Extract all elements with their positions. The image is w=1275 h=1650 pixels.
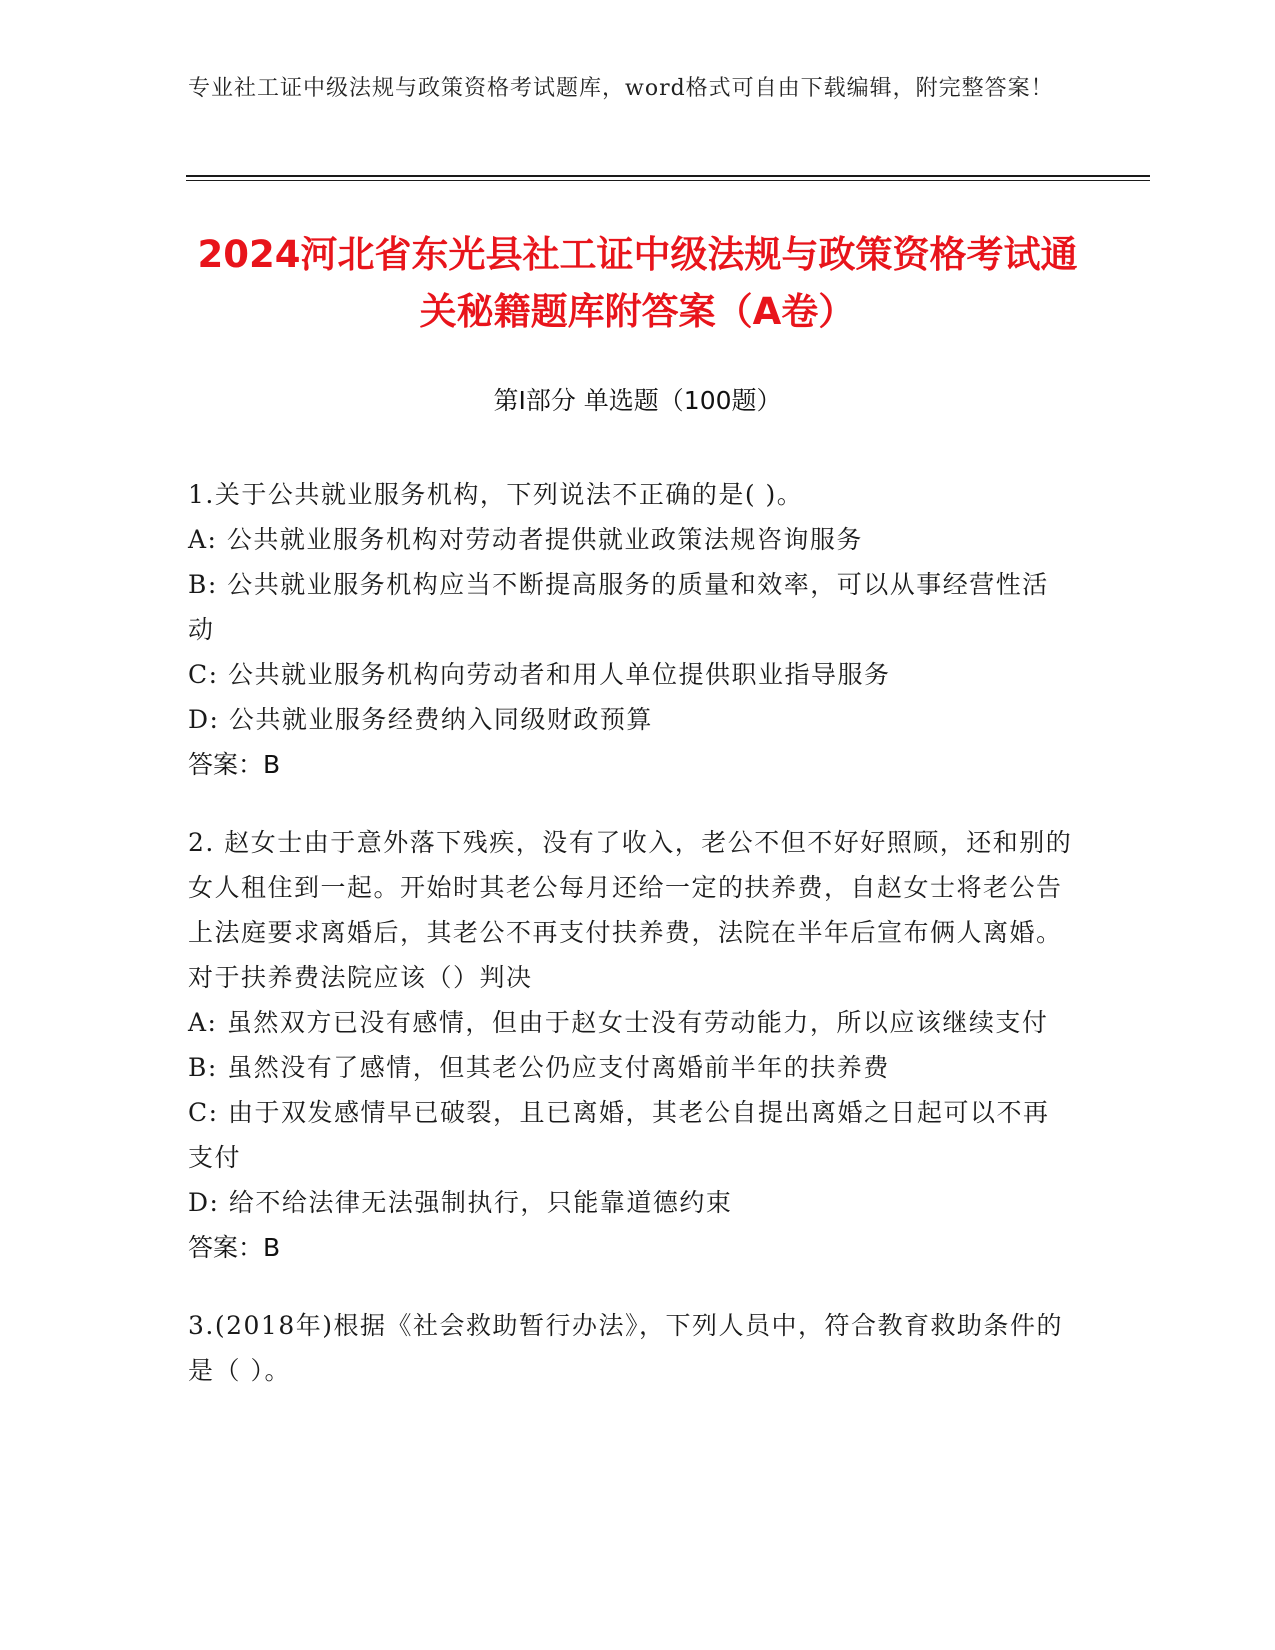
question-stem: 1.关于公共就业服务机构，下列说法不正确的是( )。: [188, 480, 804, 509]
option-a: A: 虽然双方已没有感情，但由于赵女士没有劳动能力，所以应该继续支付: [188, 1008, 1049, 1037]
question-3: [188, 1303, 1073, 1393]
header-divider-thick: [186, 175, 1150, 177]
question-stem: 2. 赵女士由于意外落下残疾，没有了收入，老公不但不好好照顾，还和别的女人租住到一起。开始时其老公每月还给一定的扶养费，自赵女士将老公告上法庭要求离婚后，其老公不再支付扶养费，法院在半年后宣布俩人离婚。对于扶养费法院应该（）判决: [188, 828, 1073, 992]
question-list: [188, 472, 1073, 1426]
answer: 答案：B: [188, 1233, 281, 1262]
document-title: 2024河北省东光县社工证中级法规与政策资格考试通关秘籍题库附答案（A卷）: [197, 233, 1078, 333]
option-d: D: 公共就业服务经费纳入同级财政预算: [188, 705, 653, 734]
option-c: C: 公共就业服务机构向劳动者和用人单位提供职业指导服务: [188, 660, 891, 689]
option-b: B: 虽然没有了感情，但其老公仍应支付离婚前半年的扶养费: [188, 1053, 890, 1082]
answer: 答案：B: [188, 750, 281, 779]
option-a: A: 公共就业服务机构对劳动者提供就业政策法规咨询服务: [188, 525, 863, 554]
question-1: [188, 472, 1073, 787]
option-b: B: 公共就业服务机构应当不断提高服务的质量和效率，可以从事经营性活动: [188, 570, 1049, 644]
header-divider-thin: [186, 180, 1150, 181]
option-c: C: 由于双发感情早已破裂，且已离婚，其老公自提出离婚之日起可以不再支付: [188, 1098, 1050, 1172]
question-2: [188, 820, 1073, 1270]
section-title: 第I部分 单选题（100题）: [493, 386, 782, 415]
header-note: 专业社工证中级法规与政策资格考试题库，word格式可自由下载编辑，附完整答案！: [188, 76, 1054, 101]
option-d: D: 给不给法律无法强制执行，只能靠道德约束: [188, 1188, 733, 1217]
question-stem: 3.(2018年)根据《社会救助暂行办法》，下列人员中，符合教育救助条件的是（ ）。: [188, 1311, 1063, 1385]
